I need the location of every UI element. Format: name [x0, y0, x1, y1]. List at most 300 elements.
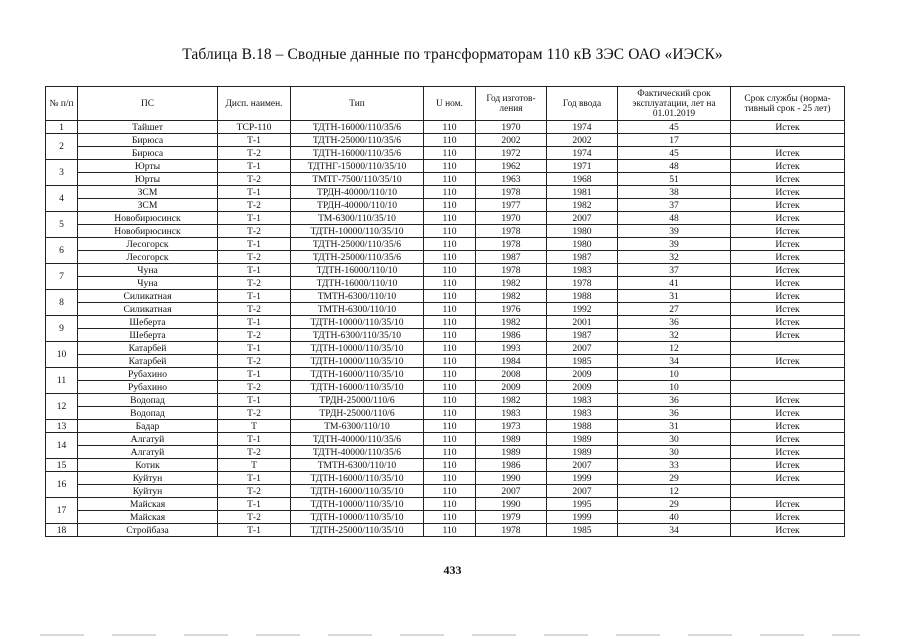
- cell-ps: Юрты: [78, 160, 218, 173]
- cell-unom: 110: [424, 394, 476, 407]
- cell-year-made: 1973: [476, 420, 547, 433]
- transformer-table: [45, 86, 845, 537]
- cell-ps: Бирюса: [78, 134, 218, 147]
- cell-disp: Т-2: [218, 407, 291, 420]
- cell-disp: Т-1: [218, 472, 291, 485]
- table-row: [46, 160, 845, 173]
- cell-year-made: 1982: [476, 394, 547, 407]
- table-row: [46, 199, 845, 212]
- cell-type: ТДТН-16000/110/10: [291, 277, 424, 290]
- cell-year-in: 1971: [547, 160, 618, 173]
- cell-status: Истек: [731, 355, 845, 368]
- cell-status: Истек: [731, 121, 845, 134]
- table-row: [46, 355, 845, 368]
- cell-actual-life: 34: [618, 355, 731, 368]
- header-type: Тип: [291, 87, 424, 121]
- table-row: [46, 459, 845, 472]
- cell-unom: 110: [424, 316, 476, 329]
- cell-year-made: 1977: [476, 199, 547, 212]
- table-row: [46, 303, 845, 316]
- cell-status: Истек: [731, 433, 845, 446]
- cell-type: ТМ-6300/110/10: [291, 420, 424, 433]
- cell-type: ТМ-6300/110/35/10: [291, 212, 424, 225]
- cell-status: Истек: [731, 147, 845, 160]
- header-disp: Дисп. наимен.: [218, 87, 291, 121]
- cell-year-in: 1988: [547, 420, 618, 433]
- header-actual-life: Фактический срок эксплуатации, лет на 01.01.2019: [618, 87, 731, 121]
- cell-num: 16: [46, 472, 78, 498]
- cell-status: [731, 342, 845, 355]
- cell-year-in: 1985: [547, 355, 618, 368]
- cell-status: Истек: [731, 277, 845, 290]
- cell-type: ТДТН-16000/110/35/10: [291, 381, 424, 394]
- cell-year-in: 1992: [547, 303, 618, 316]
- cell-disp: Т-1: [218, 238, 291, 251]
- cell-disp: Т-2: [218, 277, 291, 290]
- cell-actual-life: 36: [618, 316, 731, 329]
- cell-year-in: 1982: [547, 199, 618, 212]
- cell-status: Истек: [731, 524, 845, 537]
- cell-status: Истек: [731, 472, 845, 485]
- table-row: [46, 407, 845, 420]
- cell-num: 8: [46, 290, 78, 316]
- cell-year-in: 2007: [547, 212, 618, 225]
- cell-disp: Т: [218, 420, 291, 433]
- table-caption: Таблица В.18 – Сводные данные по трансформаторам 110 кВ ЗЭС ОАО «ИЭСК»: [182, 46, 723, 63]
- cell-unom: 110: [424, 498, 476, 511]
- cell-status: Истек: [731, 394, 845, 407]
- cell-status: Истек: [731, 420, 845, 433]
- cell-type: ТДТН-10000/110/35/10: [291, 511, 424, 524]
- table-row: [46, 225, 845, 238]
- cell-type: ТМТГ-7500/110/35/10: [291, 173, 424, 186]
- cell-status: Истек: [731, 316, 845, 329]
- cell-actual-life: 38: [618, 186, 731, 199]
- cell-year-made: 1979: [476, 511, 547, 524]
- cell-year-in: 1974: [547, 147, 618, 160]
- cell-actual-life: 45: [618, 147, 731, 160]
- cell-year-made: 1962: [476, 160, 547, 173]
- cell-year-made: 2007: [476, 485, 547, 498]
- cell-year-made: 1982: [476, 277, 547, 290]
- cell-status: Истек: [731, 173, 845, 186]
- table-row: [46, 342, 845, 355]
- cell-year-made: 1972: [476, 147, 547, 160]
- table-row: [46, 524, 845, 537]
- cell-status: Истек: [731, 225, 845, 238]
- cell-num: 12: [46, 394, 78, 420]
- cell-year-made: 1990: [476, 498, 547, 511]
- cell-unom: 110: [424, 134, 476, 147]
- cell-type: ТДТН-16000/110/35/10: [291, 472, 424, 485]
- cell-year-made: 1978: [476, 524, 547, 537]
- cell-disp: Т-2: [218, 355, 291, 368]
- cell-actual-life: 33: [618, 459, 731, 472]
- cell-unom: 110: [424, 264, 476, 277]
- cell-unom: 110: [424, 381, 476, 394]
- cell-num: 5: [46, 212, 78, 238]
- cell-actual-life: 29: [618, 472, 731, 485]
- cell-actual-life: 48: [618, 160, 731, 173]
- cell-num: 2: [46, 134, 78, 160]
- table-row: [46, 485, 845, 498]
- cell-year-made: 1993: [476, 342, 547, 355]
- cell-year-in: 1980: [547, 238, 618, 251]
- cell-type: ТДТН-16000/110/35/10: [291, 368, 424, 381]
- cell-ps: Чуна: [78, 277, 218, 290]
- cell-disp: Т-2: [218, 251, 291, 264]
- cell-disp: Т-2: [218, 147, 291, 160]
- cell-type: ТДТН-40000/110/35/6: [291, 446, 424, 459]
- cell-unom: 110: [424, 355, 476, 368]
- cell-year-in: 1989: [547, 446, 618, 459]
- header-row: [46, 87, 845, 121]
- table-row: [46, 472, 845, 485]
- cell-disp: Т-2: [218, 225, 291, 238]
- cell-num: 10: [46, 342, 78, 368]
- cell-year-in: 1981: [547, 186, 618, 199]
- cell-unom: 110: [424, 368, 476, 381]
- cell-year-made: 1976: [476, 303, 547, 316]
- cell-disp: Т-1: [218, 342, 291, 355]
- cell-unom: 110: [424, 433, 476, 446]
- cell-ps: Бирюса: [78, 147, 218, 160]
- cell-num: 1: [46, 121, 78, 134]
- cell-unom: 110: [424, 199, 476, 212]
- cell-year-made: 1970: [476, 212, 547, 225]
- cell-year-made: 1978: [476, 225, 547, 238]
- cell-ps: Майская: [78, 498, 218, 511]
- header-unom: U ном.: [424, 87, 476, 121]
- cell-disp: Т: [218, 459, 291, 472]
- cell-actual-life: 30: [618, 446, 731, 459]
- cell-year-in: 2007: [547, 342, 618, 355]
- cell-type: ТДТН-16000/110/35/6: [291, 121, 424, 134]
- cell-type: ТРДН-25000/110/6: [291, 394, 424, 407]
- table-row: [46, 511, 845, 524]
- cell-ps: Шеберта: [78, 329, 218, 342]
- table-row: [46, 381, 845, 394]
- header-service-life: Срок службы (норма-тивный срок - 25 лет): [731, 87, 845, 121]
- cell-unom: 110: [424, 160, 476, 173]
- cell-disp: Т-2: [218, 485, 291, 498]
- cell-actual-life: 31: [618, 420, 731, 433]
- cell-unom: 110: [424, 225, 476, 238]
- cell-actual-life: 37: [618, 264, 731, 277]
- cell-unom: 110: [424, 407, 476, 420]
- cell-year-in: 1978: [547, 277, 618, 290]
- cell-year-made: 2009: [476, 381, 547, 394]
- cell-year-made: 1978: [476, 264, 547, 277]
- cell-num: 7: [46, 264, 78, 290]
- cell-disp: Т-1: [218, 290, 291, 303]
- cell-disp: ТСР-110: [218, 121, 291, 134]
- cell-ps: Рубахино: [78, 368, 218, 381]
- cell-unom: 110: [424, 329, 476, 342]
- cell-status: Истек: [731, 407, 845, 420]
- cell-type: ТРДН-40000/110/10: [291, 199, 424, 212]
- cell-unom: 110: [424, 420, 476, 433]
- table-row: [46, 277, 845, 290]
- cell-disp: Т-2: [218, 381, 291, 394]
- cell-type: ТДТН-40000/110/35/6: [291, 433, 424, 446]
- cell-actual-life: 40: [618, 511, 731, 524]
- cell-year-made: 1989: [476, 446, 547, 459]
- cell-ps: Куйтун: [78, 472, 218, 485]
- cell-ps: Стройбаза: [78, 524, 218, 537]
- cell-type: ТРДН-40000/110/10: [291, 186, 424, 199]
- cell-disp: Т-1: [218, 212, 291, 225]
- cell-actual-life: 36: [618, 407, 731, 420]
- cell-disp: Т-1: [218, 316, 291, 329]
- table-row: [46, 173, 845, 186]
- cell-status: Истек: [731, 212, 845, 225]
- cell-status: Истек: [731, 238, 845, 251]
- header-ps: ПС: [78, 87, 218, 121]
- cell-type: ТДТН-25000/110/35/6: [291, 134, 424, 147]
- cell-status: Истек: [731, 329, 845, 342]
- cell-year-in: 2007: [547, 459, 618, 472]
- cell-actual-life: 10: [618, 381, 731, 394]
- page-number: 433: [443, 563, 462, 577]
- header-year-made: Год изготов-ления: [476, 87, 547, 121]
- cell-status: Истек: [731, 186, 845, 199]
- cell-disp: Т-1: [218, 433, 291, 446]
- cell-year-made: 1987: [476, 251, 547, 264]
- cell-year-in: 1999: [547, 472, 618, 485]
- cell-ps: Шеберта: [78, 316, 218, 329]
- cell-year-made: 1963: [476, 173, 547, 186]
- table-body: [46, 121, 845, 537]
- cell-num: 11: [46, 368, 78, 394]
- cell-status: Истек: [731, 303, 845, 316]
- cell-actual-life: 48: [618, 212, 731, 225]
- cell-ps: Котик: [78, 459, 218, 472]
- table-row: [46, 251, 845, 264]
- cell-year-made: 1986: [476, 459, 547, 472]
- cell-year-made: 1970: [476, 121, 547, 134]
- cell-type: ТДТН-6300/110/35/10: [291, 329, 424, 342]
- cell-actual-life: 39: [618, 238, 731, 251]
- cell-ps: Алгатуй: [78, 433, 218, 446]
- cell-year-in: 1987: [547, 251, 618, 264]
- table-row: [46, 147, 845, 160]
- cell-year-in: 2007: [547, 485, 618, 498]
- cell-year-in: 1995: [547, 498, 618, 511]
- cell-type: ТДТНГ-15000/110/35/10: [291, 160, 424, 173]
- cell-actual-life: 39: [618, 225, 731, 238]
- cell-unom: 110: [424, 186, 476, 199]
- cell-ps: Силикатная: [78, 290, 218, 303]
- cell-num: 13: [46, 420, 78, 433]
- cell-unom: 110: [424, 511, 476, 524]
- cell-ps: Юрты: [78, 173, 218, 186]
- cell-unom: 110: [424, 147, 476, 160]
- cell-actual-life: 29: [618, 498, 731, 511]
- cell-status: [731, 368, 845, 381]
- cell-status: Истек: [731, 290, 845, 303]
- cell-num: 14: [46, 433, 78, 459]
- cell-ps: Новобирюсинск: [78, 212, 218, 225]
- cell-disp: Т-2: [218, 511, 291, 524]
- cell-disp: Т-1: [218, 186, 291, 199]
- cell-disp: Т-2: [218, 173, 291, 186]
- cell-actual-life: 36: [618, 394, 731, 407]
- cell-actual-life: 12: [618, 485, 731, 498]
- table-row: [46, 186, 845, 199]
- cell-year-in: 1983: [547, 264, 618, 277]
- cell-actual-life: 45: [618, 121, 731, 134]
- cell-year-made: 1982: [476, 290, 547, 303]
- cell-disp: Т-1: [218, 368, 291, 381]
- cell-status: Истек: [731, 446, 845, 459]
- cell-ps: Силикатная: [78, 303, 218, 316]
- cell-year-made: 1978: [476, 186, 547, 199]
- cell-type: ТДТН-10000/110/35/10: [291, 225, 424, 238]
- cell-year-made: 1983: [476, 407, 547, 420]
- cell-status: Истек: [731, 264, 845, 277]
- header-num: № п/п: [46, 87, 78, 121]
- cell-ps: Лесогорск: [78, 238, 218, 251]
- table-row: [46, 368, 845, 381]
- cell-year-in: 1983: [547, 407, 618, 420]
- cell-ps: Лесогорск: [78, 251, 218, 264]
- cell-ps: Майская: [78, 511, 218, 524]
- cell-actual-life: 12: [618, 342, 731, 355]
- cell-ps: Катарбей: [78, 355, 218, 368]
- cell-year-in: 2009: [547, 368, 618, 381]
- cell-unom: 110: [424, 238, 476, 251]
- cell-status: Истек: [731, 160, 845, 173]
- cell-disp: Т-1: [218, 498, 291, 511]
- cell-actual-life: 17: [618, 134, 731, 147]
- cell-unom: 110: [424, 459, 476, 472]
- cell-ps: Чуна: [78, 264, 218, 277]
- cell-unom: 110: [424, 277, 476, 290]
- cell-unom: 110: [424, 303, 476, 316]
- cell-num: 18: [46, 524, 78, 537]
- cell-disp: Т-2: [218, 303, 291, 316]
- cell-ps: Тайшет: [78, 121, 218, 134]
- table-row: [46, 290, 845, 303]
- cell-disp: Т-1: [218, 160, 291, 173]
- cell-year-made: 1982: [476, 316, 547, 329]
- cell-ps: Новобирюсинск: [78, 225, 218, 238]
- cell-disp: Т-2: [218, 446, 291, 459]
- cell-status: Истек: [731, 459, 845, 472]
- cell-type: ТДТН-10000/110/35/10: [291, 316, 424, 329]
- cell-year-in: 1989: [547, 433, 618, 446]
- cell-disp: Т-1: [218, 264, 291, 277]
- header-year-in: Год ввода: [547, 87, 618, 121]
- cell-num: 4: [46, 186, 78, 212]
- cell-ps: Водопад: [78, 407, 218, 420]
- table-row: [46, 329, 845, 342]
- table-row: [46, 121, 845, 134]
- cell-type: ТМТН-6300/110/10: [291, 303, 424, 316]
- cell-type: ТДТН-25000/110/35/6: [291, 238, 424, 251]
- cell-unom: 110: [424, 446, 476, 459]
- cell-type: ТДТН-10000/110/35/10: [291, 342, 424, 355]
- cell-status: Истек: [731, 251, 845, 264]
- cell-disp: Т-1: [218, 524, 291, 537]
- cell-unom: 110: [424, 472, 476, 485]
- cell-year-in: 1985: [547, 524, 618, 537]
- cell-ps: Куйтун: [78, 485, 218, 498]
- cell-year-in: 1974: [547, 121, 618, 134]
- cell-type: ТДТН-16000/110/35/10: [291, 485, 424, 498]
- table-row: [46, 238, 845, 251]
- cell-year-made: 2002: [476, 134, 547, 147]
- cell-status: Истек: [731, 498, 845, 511]
- cell-disp: Т-1: [218, 134, 291, 147]
- cell-type: ТДТН-10000/110/35/10: [291, 355, 424, 368]
- cell-year-made: 1978: [476, 238, 547, 251]
- cell-year-in: 2001: [547, 316, 618, 329]
- cell-disp: Т-2: [218, 329, 291, 342]
- cell-ps: Водопад: [78, 394, 218, 407]
- cell-type: ТРДН-25000/110/6: [291, 407, 424, 420]
- cell-type: ТДТН-16000/110/10: [291, 264, 424, 277]
- table-row: [46, 420, 845, 433]
- cell-ps: ЗСМ: [78, 199, 218, 212]
- cell-actual-life: 31: [618, 290, 731, 303]
- cell-status: Истек: [731, 511, 845, 524]
- cell-actual-life: 41: [618, 277, 731, 290]
- table-row: [46, 316, 845, 329]
- table-row: [46, 394, 845, 407]
- table-row: [46, 446, 845, 459]
- table-row: [46, 134, 845, 147]
- cell-unom: 110: [424, 524, 476, 537]
- cell-disp: Т-1: [218, 394, 291, 407]
- cell-actual-life: 32: [618, 251, 731, 264]
- table-row: [46, 264, 845, 277]
- cell-ps: Катарбей: [78, 342, 218, 355]
- cell-year-in: 1968: [547, 173, 618, 186]
- cell-unom: 110: [424, 212, 476, 225]
- cell-status: [731, 381, 845, 394]
- cell-status: Истек: [731, 199, 845, 212]
- cell-num: 9: [46, 316, 78, 342]
- cell-num: 17: [46, 498, 78, 524]
- table-row: [46, 498, 845, 511]
- cell-disp: Т-2: [218, 199, 291, 212]
- cell-num: 3: [46, 160, 78, 186]
- cell-unom: 110: [424, 121, 476, 134]
- cell-unom: 110: [424, 251, 476, 264]
- cell-year-in: 1983: [547, 394, 618, 407]
- cell-num: 15: [46, 459, 78, 472]
- table-row: [46, 212, 845, 225]
- cell-year-in: 2009: [547, 381, 618, 394]
- cell-actual-life: 27: [618, 303, 731, 316]
- cell-year-in: 2002: [547, 134, 618, 147]
- cell-type: ТДТН-10000/110/35/10: [291, 498, 424, 511]
- cell-type: ТДТН-25000/110/35/6: [291, 251, 424, 264]
- cell-ps: Рубахино: [78, 381, 218, 394]
- cell-actual-life: 37: [618, 199, 731, 212]
- cell-status: [731, 134, 845, 147]
- cell-year-made: 2008: [476, 368, 547, 381]
- cell-type: ТМТН-6300/110/10: [291, 459, 424, 472]
- cell-year-made: 1984: [476, 355, 547, 368]
- cell-actual-life: 51: [618, 173, 731, 186]
- table-row: [46, 433, 845, 446]
- cell-status: [731, 485, 845, 498]
- cell-unom: 110: [424, 173, 476, 186]
- cell-type: ТМТН-6300/110/10: [291, 290, 424, 303]
